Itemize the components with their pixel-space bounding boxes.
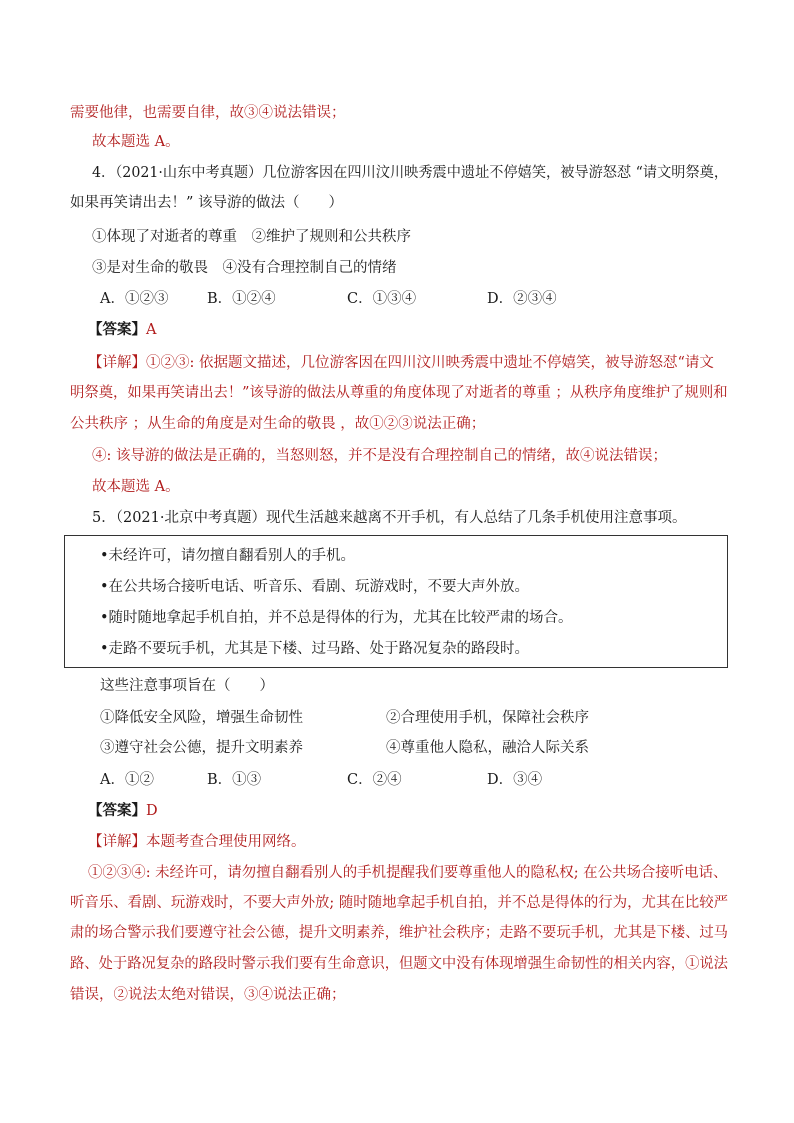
- question-4-option: ①体现了对逝者的尊重 ②维护了规则和公共秩序: [92, 229, 411, 245]
- question-5-option: ④尊重他人隐私，融洽人际关系: [386, 740, 589, 756]
- answer-value: D: [146, 803, 158, 819]
- detail-line: 错误，②说法太绝对错误，③④说法正确；: [70, 987, 346, 1003]
- question-4-stem: 4．（2021·山东中考真题）几位游客因在四川汶川映秀震中遗址不停嬉笑，被导游怒怼 “请文明祭奠，: [92, 165, 729, 181]
- detail-line: 肃的场合警示我们要遵守社会公德，提升文明素养，维护社会秩序；走路不要玩手机，尤其是下楼、过马: [70, 925, 728, 941]
- choice-c: C．①③④: [347, 291, 417, 307]
- question-5-option: ①降低安全风险，增强生命韧性: [100, 710, 303, 726]
- detail-line: 【详解】①②③: 依据题文描述，几位游客因在四川汶川映秀震中遗址不停嬉笑，被导游怒怼“请文: [88, 355, 714, 371]
- notice-item: •未经许可，请勿擅自翻看别人的手机。: [100, 548, 356, 564]
- detail-line: 听音乐、看剧、玩游戏时，不要大声外放; 随时随地拿起手机自拍，并不总是得体的行为，尤其在比较严: [70, 895, 729, 911]
- question-5-stem: 这些注意事项旨在（ ）: [100, 678, 274, 694]
- answer-line: [88, 801, 158, 821]
- detail-line: 故本题选 A。: [92, 479, 180, 495]
- text-line: 故本题选 A。: [92, 134, 180, 150]
- choice-b: B．①②④: [207, 291, 276, 307]
- question-4-stem: 如果再笑请出去！” 该导游的做法（ ）: [70, 195, 344, 211]
- answer-value: A: [146, 322, 157, 338]
- text-line: 需要他律，也需要自律，故③④说法错误；: [70, 105, 346, 121]
- choice-a: A．①②③: [100, 291, 169, 307]
- detail-line: ④: 该导游的做法是正确的，当怒则怒，并不是没有合理控制自己的情绪，故④说法错误；: [92, 448, 667, 464]
- answer-line: [88, 320, 156, 340]
- detail-line: 明祭奠，如果再笑请出去！”该导游的做法从尊重的角度体现了对逝者的尊重 ；从秩序角度维护了规则和: [70, 385, 728, 401]
- question-4-option: ③是对生命的敬畏 ④没有合理控制自己的情绪: [92, 260, 397, 276]
- question-5-option: ②合理使用手机，保障社会秩序: [386, 710, 589, 726]
- choice-d: D．③④: [487, 772, 543, 788]
- detail-line: 路、处于路况复杂的路段时警示我们要有生命意识，但题文中没有体现增强生命韧性的相关内容，①说法: [70, 956, 728, 972]
- choice-a: A．①②: [100, 772, 154, 788]
- detail-line: 公共秩序 ；从生命的角度是对生命的敬畏 ，故①②③说法正确；: [70, 416, 486, 432]
- answer-label: 【答案】: [88, 802, 146, 819]
- choice-b: B．①③: [207, 772, 262, 788]
- notice-item: •随时随地拿起手机自拍，并不总是得体的行为，尤其在比较严肃的场合。: [100, 610, 573, 626]
- answer-label: 【答案】: [88, 321, 146, 338]
- choice-d: D．②③④: [487, 291, 557, 307]
- detail-line: 【详解】本题考查合理使用网络。: [88, 834, 306, 850]
- question-5-option: ③遵守社会公德，提升文明素养: [100, 740, 303, 756]
- detail-line: ①②③④: 未经许可，请勿擅自翻看别人的手机提醒我们要尊重他人的隐私权; 在公共场合接听电话、: [88, 865, 728, 881]
- notice-item: •走路不要玩手机，尤其是下楼、过马路、处于路况复杂的路段时。: [100, 641, 530, 657]
- choice-c: C．②④: [347, 772, 402, 788]
- question-5-stem: 5．（2021·北京中考真题）现代生活越来越离不开手机，有人总结了几条手机使用注意事项。: [92, 510, 687, 526]
- notice-item: •在公共场合接听电话、听音乐、看剧、玩游戏时，不要大声外放。: [100, 579, 530, 595]
